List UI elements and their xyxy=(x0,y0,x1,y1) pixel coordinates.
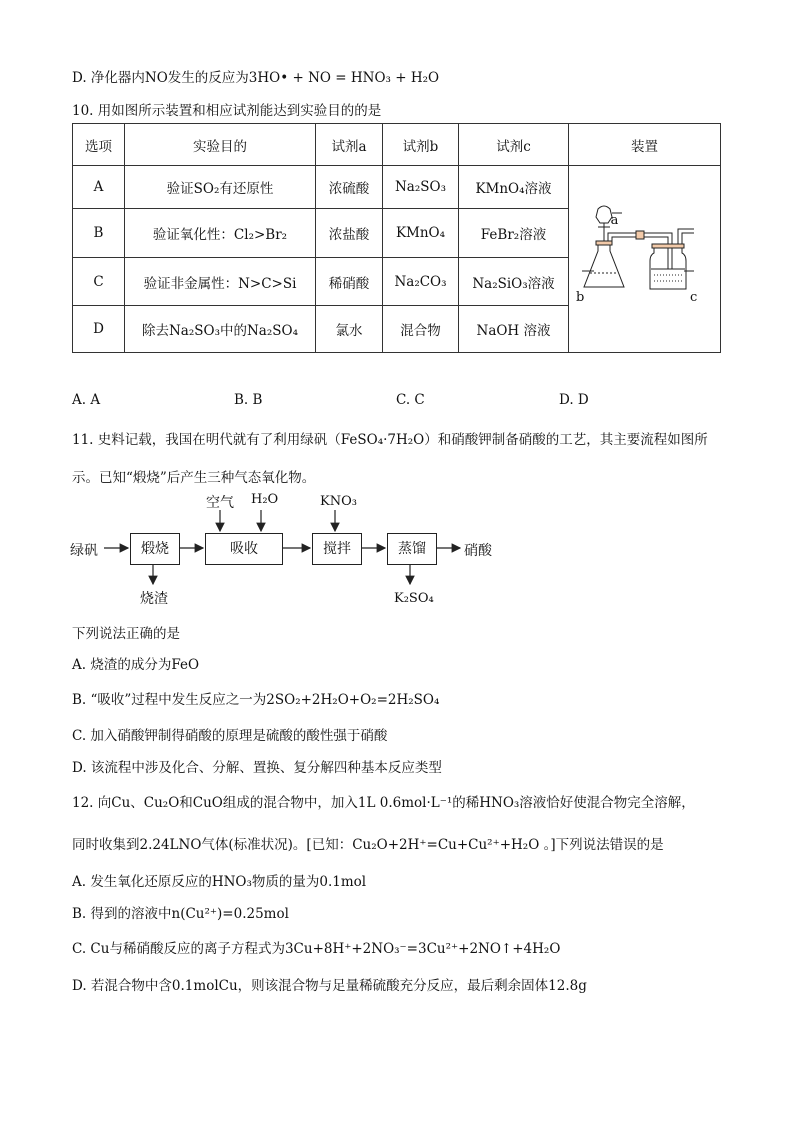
row-d-purpose: 除去Na₂SO₃中的Na₂SO₄ xyxy=(125,306,316,353)
header-purpose: 实验目的 xyxy=(125,124,316,166)
q10-stem: 10. 用如图所示装置和相应试剂能达到实验目的的是 xyxy=(72,103,382,119)
row-c-reagent-b: Na₂CO₃ xyxy=(383,258,459,306)
flow-step-distill: 蒸馏 xyxy=(387,533,437,565)
q10-choice-a[interactable]: A. A xyxy=(72,392,101,408)
q11-stem-line2: 示。已知“煅烧”后产生三种气态氧化物。 xyxy=(72,470,316,486)
q10-choice-c[interactable]: C. C xyxy=(396,392,425,408)
row-d-reagent-a: 氯水 xyxy=(316,306,383,353)
q11-stem-line1: 11. 史料记载，我国在明代就有了利用绿矾（FeSO₄·7H₂O）和硝酸钾制备硝酸的工艺，其主要流程如图所 xyxy=(72,432,708,448)
header-option: 选项 xyxy=(73,124,125,166)
row-d-reagent-b: 混合物 xyxy=(383,306,459,353)
table-header-row xyxy=(73,124,721,166)
q12-option-c[interactable]: C. Cu与稀硝酸反应的离子方程式为3Cu+8H⁺+2NO₃⁻=3Cu²⁺+2NO↑+4H₂O xyxy=(72,941,561,957)
flow-input-air: 空气 xyxy=(206,495,234,511)
row-d-option: D xyxy=(73,306,125,353)
row-c-option: C xyxy=(73,258,125,306)
flow-output-nitric-acid: 硝酸 xyxy=(464,543,492,559)
q11-question: 下列说法正确的是 xyxy=(72,626,180,642)
q12-option-a[interactable]: A. 发生氧化还原反应的HNO₃物质的量为0.1mol xyxy=(72,874,367,890)
row-b-reagent-c: FeBr₂溶液 xyxy=(459,209,569,258)
row-c-purpose: 验证非金属性：N>C>Si xyxy=(125,258,316,306)
q11-option-c[interactable]: C. 加入硝酸钾制得硝酸的原理是硫酸的酸性强于硝酸 xyxy=(72,728,388,744)
flow-step-absorb: 吸收 xyxy=(205,533,283,565)
flow-step-calcine: 煅烧 xyxy=(130,533,180,565)
label-a: a xyxy=(610,213,619,228)
table-row xyxy=(73,166,721,209)
q10-choice-b[interactable]: B. B xyxy=(234,392,263,408)
row-a-purpose: 验证SO₂有还原性 xyxy=(125,166,316,209)
q12-stem-line2: 同时收集到2.24LNO气体(标准状况)。[已知：Cu₂O+2H⁺=Cu+Cu²⁺+H₂O 。]下列说法错误的是 xyxy=(72,837,664,853)
q10-choice-d[interactable]: D. D xyxy=(559,392,589,408)
header-apparatus: 装置 xyxy=(569,124,721,166)
q12-option-b[interactable]: B. 得到的溶液中n(Cu²⁺)=0.25mol xyxy=(72,906,289,922)
row-a-reagent-c: KMnO₄溶液 xyxy=(459,166,569,209)
row-c-reagent-a: 稀硝酸 xyxy=(316,258,383,306)
q12-stem-line1: 12. 向Cu、Cu₂O和CuO组成的混合物中，加入1L 0.6mol·L⁻¹的稀HNO₃溶液恰好使混合物完全溶解， xyxy=(72,795,695,811)
row-a-reagent-a: 浓硫酸 xyxy=(316,166,383,209)
label-c: c xyxy=(690,290,698,305)
flow-input-kno3: KNO₃ xyxy=(320,494,357,509)
row-b-purpose: 验证氧化性：Cl₂>Br₂ xyxy=(125,209,316,258)
flow-residue: 烧渣 xyxy=(140,591,168,607)
q11-option-b[interactable]: B. “吸收”过程中发生反应之一为2SO₂+2H₂O+O₂=2H₂SO₄ xyxy=(72,692,440,708)
flow-input-green-vitriol: 绿矾 xyxy=(70,543,98,559)
header-reagent-a: 试剂a xyxy=(316,124,383,166)
apparatus-cell xyxy=(569,166,721,353)
flow-k2so4: K₂SO₄ xyxy=(394,591,434,606)
row-b-reagent-b: KMnO₄ xyxy=(383,209,459,258)
label-b: b xyxy=(576,290,585,305)
row-a-reagent-b: Na₂SO₃ xyxy=(383,166,459,209)
flow-arrows xyxy=(60,488,520,608)
q11-option-d[interactable]: D. 该流程中涉及化合、分解、置换、复分解四种基本反应类型 xyxy=(72,760,442,776)
row-a-option: A xyxy=(73,166,125,209)
q11-option-a[interactable]: A. 烧渣的成分为FeO xyxy=(72,657,200,673)
flow-input-water: H₂O xyxy=(251,492,279,507)
q9-option-d: D. 净化器内NO发生的反应为3HO• + NO = HNO₃ + H₂O xyxy=(72,70,440,86)
header-reagent-b: 试剂b xyxy=(383,124,459,166)
header-reagent-c: 试剂c xyxy=(459,124,569,166)
row-d-reagent-c: NaOH 溶液 xyxy=(459,306,569,353)
q12-option-d[interactable]: D. 若混合物中含0.1molCu，则该混合物与足量稀硫酸充分反应，最后剩余固体12.8g xyxy=(72,978,587,994)
q10-table xyxy=(72,123,721,353)
row-b-option: B xyxy=(73,209,125,258)
row-c-reagent-c: Na₂SiO₃溶液 xyxy=(459,258,569,306)
row-b-reagent-a: 浓盐酸 xyxy=(316,209,383,258)
flow-step-stir: 搅拌 xyxy=(312,533,362,565)
